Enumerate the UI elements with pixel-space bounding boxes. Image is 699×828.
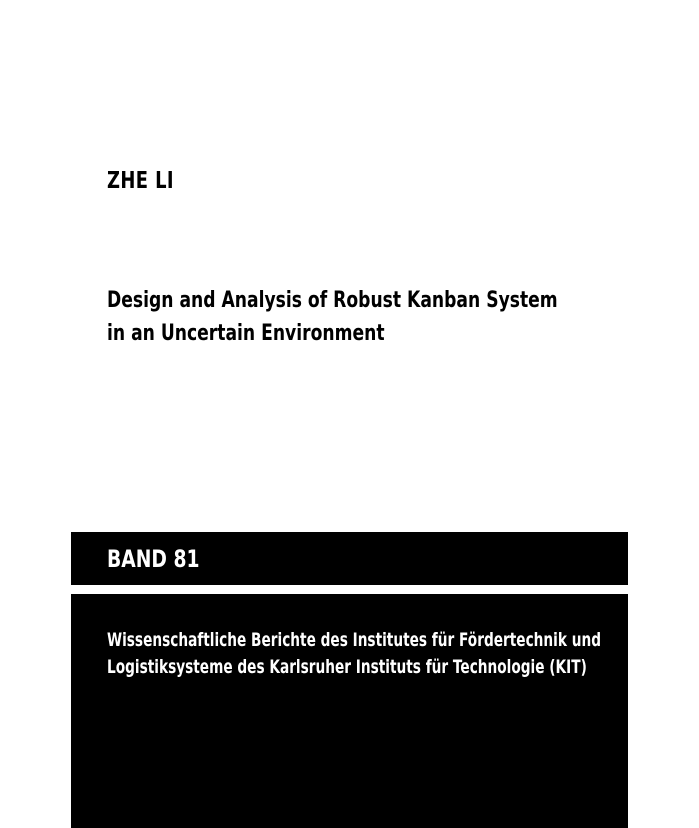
band-bar (71, 532, 628, 585)
author-name: ZHE LI (107, 168, 174, 194)
series-block (71, 594, 628, 828)
band-number: BAND 81 (107, 545, 200, 573)
series-title-line-1: Wissenschaftliche Berichte des Institutes für Fördertechnik und (107, 629, 601, 651)
book-title-line-1: Design and Analysis of Robust Kanban System (107, 288, 558, 313)
series-title-line-2: Logistiksysteme des Karlsruher Instituts für Technologie (KIT) (107, 656, 587, 678)
series-title (107, 627, 601, 681)
book-title-line-2: in an Uncertain Environment (107, 321, 385, 346)
book-title (107, 284, 558, 350)
